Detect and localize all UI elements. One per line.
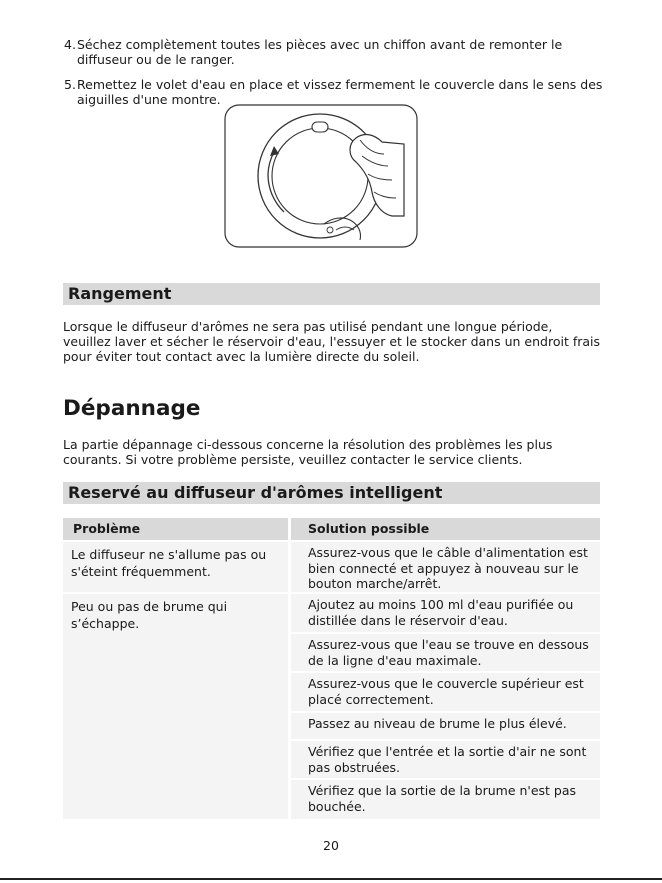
- step-number: 4.: [64, 37, 76, 52]
- problem-cell: Peu ou pas de brume qui s’échappe.: [63, 594, 288, 819]
- lid-rotation-illustration: [224, 104, 418, 248]
- page-title-depannage: Dépannage: [63, 396, 201, 421]
- solution-cell: Passez au niveau de brume le plus élevé.: [291, 713, 600, 739]
- step-4: [64, 37, 604, 67]
- bottom-rule: [0, 878, 662, 880]
- step-text: Séchez complètement toutes les pièces avec un chiffon avant de remonter le diffuseur ou de le ranger.: [77, 37, 563, 67]
- solution-cell: Assurez-vous que le couvercle supérieur est placé correctement.: [291, 673, 600, 711]
- section-heading-reserve: Reservé au diffuseur d'arômes intelligent: [63, 482, 600, 504]
- rangement-paragraph: Lorsque le diffuseur d'arômes ne sera pas utilisé pendant une longue période, veuillez laver et sécher le réservoir d'eau, l'essuyer et le stocker dans un endroit frais pour éviter tout contact avec la lumière directe du soleil.: [63, 319, 600, 364]
- solution-cell: Assurez-vous que le câble d'alimentation est bien connecté et appuyez à nouveau sur le bouton marche/arrêt.: [291, 542, 600, 592]
- solution-cell: Vérifiez que la sortie de la brume n'est pas bouchée.: [291, 780, 600, 819]
- problem-cell: Le diffuseur ne s'allume pas ou s'éteint fréquemment.: [63, 542, 288, 592]
- column-header-problem: Problème: [63, 518, 288, 540]
- step-5: [64, 77, 604, 107]
- column-header-solution: Solution possible: [291, 518, 600, 540]
- solution-cell: Assurez-vous que l'eau se trouve en dessous de la ligne d'eau maximale.: [291, 634, 600, 671]
- step-number: 5.: [64, 77, 76, 92]
- step-text: Remettez le volet d'eau en place et vissez fermement le couvercle dans le sens des aiguilles d'une montre.: [77, 77, 603, 107]
- solution-cell: Vérifiez que l'entrée et la sortie d'air ne sont pas obstruées.: [291, 741, 600, 778]
- solution-cell: Ajoutez au moins 100 ml d'eau purifiée ou distillée dans le réservoir d'eau.: [291, 594, 600, 632]
- depannage-paragraph: La partie dépannage ci-dessous concerne la résolution des problèmes les plus courants. Si votre problème persiste, veuillez contacter le service clients.: [63, 437, 553, 467]
- section-heading-rangement: Rangement: [63, 283, 600, 305]
- page-number: 20: [323, 838, 339, 853]
